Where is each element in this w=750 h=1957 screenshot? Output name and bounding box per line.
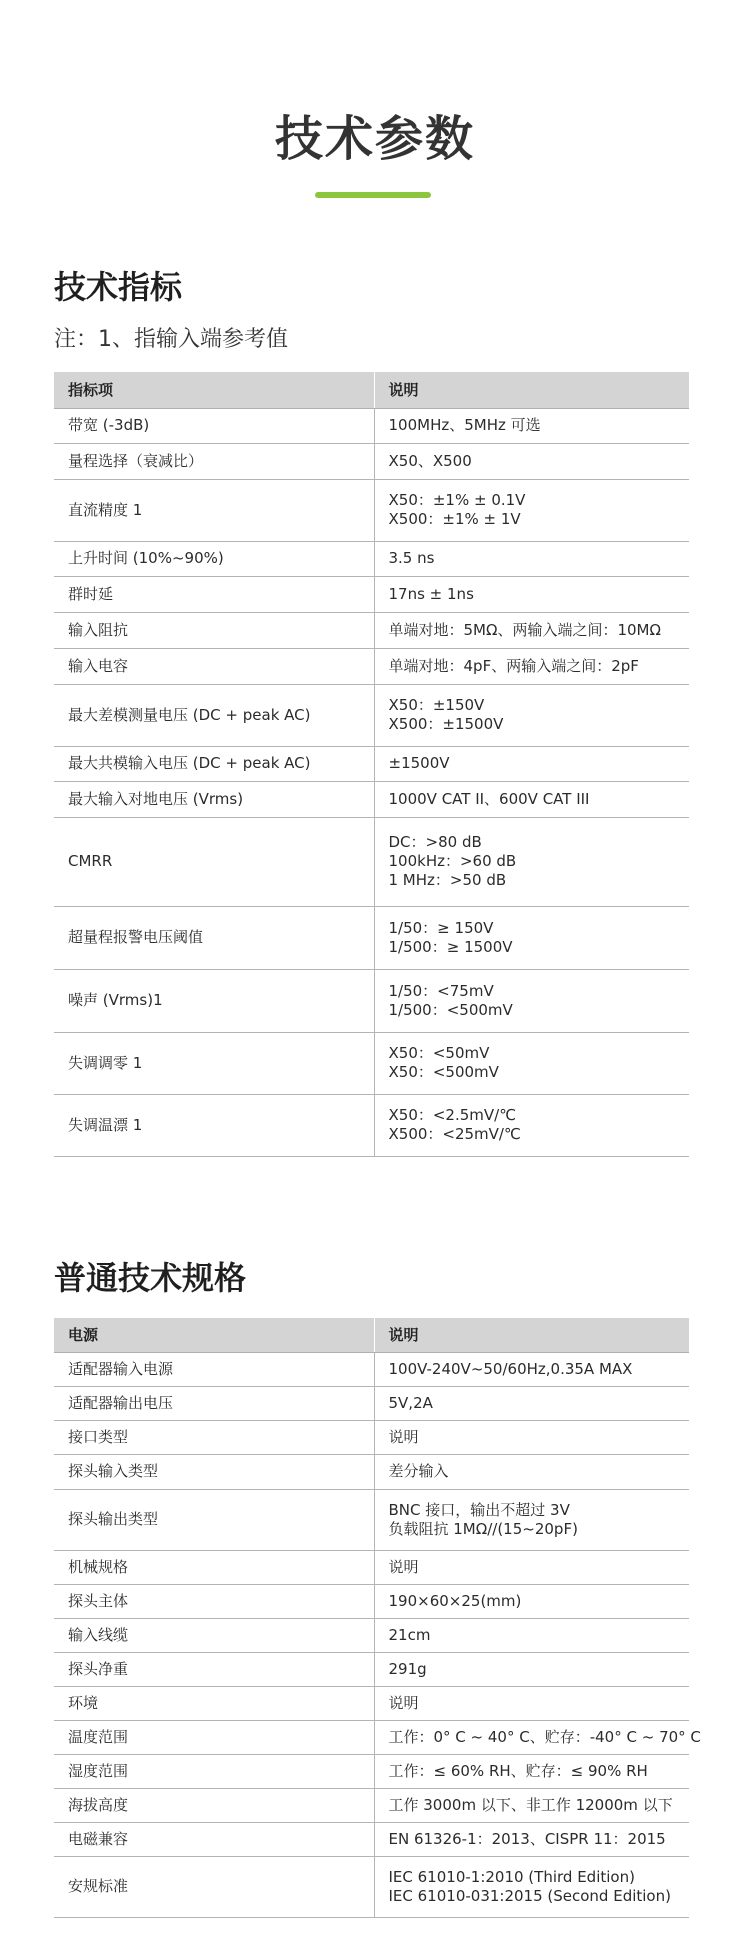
row-label: 适配器输出电压 [54,1386,374,1420]
row-value [374,576,689,612]
row-value [374,443,689,479]
table-row [54,746,689,781]
table-row [54,648,689,684]
row-label: 探头净重 [54,1652,374,1686]
row-label: 电磁兼容 [54,1822,374,1856]
row-label: 适配器输入电源 [54,1352,374,1386]
column-header-description: 说明 [374,1318,689,1352]
row-label: 探头输入类型 [54,1454,374,1489]
row-value [374,541,689,576]
row-label: 接口类型 [54,1420,374,1454]
table-row [54,1686,689,1720]
value-line: 1000V CAT II、600V CAT III [388,789,590,808]
value-line: 单端对地：4pF、两输入端之间：2pF [388,656,639,675]
row-label: 探头输出类型 [54,1489,374,1550]
general-spec-table [54,1318,701,1918]
table-row [54,684,689,746]
table-row [54,1489,689,1550]
table-row [54,612,689,648]
row-value [374,1352,689,1386]
row-value [374,969,689,1032]
row-value [374,1856,689,1917]
value-line: 291g [388,1659,427,1678]
table-row [54,1550,689,1584]
row-label: 上升时间 (10%~90%) [54,541,374,576]
table-row [54,479,689,541]
spec-table [54,372,689,1157]
table-row [54,969,689,1032]
row-value [374,1788,689,1822]
value-line: 1/500：≥ 1500V [388,937,513,956]
value-line: IEC 61010-1:2010 (Third Edition) [388,1867,635,1886]
row-label: 直流精度 1 [54,479,374,541]
value-line: 说明 [388,1693,419,1712]
value-line: BNC 接口，输出不超过 3V [388,1500,570,1519]
row-value [374,1386,689,1420]
value-line: 100MHz、5MHz 可选 [388,416,541,434]
row-label: 机械规格 [54,1550,374,1584]
table-row [54,443,689,479]
row-label: 最大输入对地电压 (Vrms) [54,781,374,817]
table-row [54,1032,689,1094]
value-line: 工作 3000m 以下、非工作 12000m 以下 [388,1795,673,1814]
table-row [54,576,689,612]
row-value [374,1720,701,1754]
value-line: X50：±1% ± 0.1V [388,491,526,509]
row-label: 探头主体 [54,1584,374,1618]
row-label: 最大差模测量电压 (DC + peak AC) [54,684,374,746]
column-header-description: 说明 [374,372,689,408]
row-value [374,817,689,906]
value-line: 1/500：<500mV [388,1000,513,1019]
value-line: 工作：≤ 60% RH、贮存：≤ 90% RH [388,1761,648,1780]
value-line: X500：±1% ± 1V [388,510,521,528]
row-label: 噪声 (Vrms)1 [54,969,374,1032]
row-value [374,1618,689,1652]
row-value [374,612,689,648]
row-label: 群时延 [54,576,374,612]
column-header-item: 指标项 [54,372,374,408]
row-label: 量程选择（衰减比） [54,443,374,479]
row-value [374,1489,689,1550]
value-line: 21cm [388,1625,431,1644]
row-label: 湿度范围 [54,1754,374,1788]
row-value [374,1652,689,1686]
value-line: X50：<2.5mV/℃ [388,1106,517,1124]
value-line: 5V,2A [388,1393,433,1412]
value-line: EN 61326-1：2013、CISPR 11：2015 [388,1829,666,1848]
value-line: 单端对地：5MΩ、两输入端之间：10MΩ [388,620,661,639]
value-line: 1/50：≥ 150V [388,918,494,937]
row-label: 温度范围 [54,1720,374,1754]
table-header-row [54,372,689,408]
row-value [374,906,689,969]
note-text: 注：1、指输入端参考值 [54,327,288,352]
table-row [54,906,689,969]
row-value [374,1686,689,1720]
value-line: ±1500V [388,754,450,772]
value-line: X50、X500 [388,451,472,470]
value-line: 负载阻抗 1MΩ//(15~20pF) [388,1519,578,1538]
row-label: 输入线缆 [54,1618,374,1652]
row-label: 输入电容 [54,648,374,684]
row-label: 失调调零 1 [54,1032,374,1094]
table-row [54,1754,689,1788]
row-value [374,1754,689,1788]
table-row [54,781,689,817]
value-line: 工作：0° C ~ 40° C、贮存：-40° C ~ 70° C [388,1727,701,1746]
row-value [374,1822,689,1856]
table-row [54,1652,689,1686]
table-row [54,1454,689,1489]
row-label: 失调温漂 1 [54,1094,374,1156]
row-value [374,408,689,443]
table-row [54,1788,689,1822]
table-row [54,408,689,443]
column-header-power: 电源 [54,1318,374,1352]
title-underline [315,192,431,198]
row-value [374,479,689,541]
row-value [374,1550,689,1584]
table-row [54,1822,689,1856]
value-line: X50：<50mV [388,1044,490,1062]
row-label: 环境 [54,1686,374,1720]
value-line: DC：>80 dB [388,833,482,851]
row-value [374,684,689,746]
table-row [54,1856,689,1917]
value-line: 190×60×25(mm) [388,1591,522,1610]
row-label: 最大共模输入电压 (DC + peak AC) [54,746,374,781]
table-row [54,1720,689,1754]
row-label: 安规标准 [54,1856,374,1917]
page-title: 技术参数 [274,111,475,167]
row-value [374,781,689,817]
table-row [54,1352,689,1386]
table-row [54,1386,689,1420]
value-line: 说明 [388,1557,419,1576]
value-line: 3.5 ns [388,549,435,567]
row-value [374,1584,689,1618]
row-label: 输入阻抗 [54,612,374,648]
value-line: X50：<500mV [388,1063,499,1081]
table-row [54,1420,689,1454]
value-line: X500：<25mV/℃ [388,1125,521,1143]
table-row [54,1094,689,1156]
table-row [54,541,689,576]
row-value [374,1454,689,1489]
value-line: X50：±150V [388,696,485,714]
value-line: 差分输入 [388,1462,449,1480]
value-line: 1 MHz：>50 dB [388,871,507,889]
value-line: 说明 [388,1427,419,1446]
value-line: X500：±1500V [388,715,504,733]
row-value [374,648,689,684]
table-row [54,1584,689,1618]
value-line: 100kHz：>60 dB [388,852,517,870]
table-row [54,1618,689,1652]
row-value [374,1420,689,1454]
row-label: 带宽 (-3dB) [54,408,374,443]
row-value [374,746,689,781]
row-label: 海拔高度 [54,1788,374,1822]
row-value [374,1094,689,1156]
section-heading-general: 普通技术规格 [54,1259,247,1297]
value-line: IEC 61010-031:2015 (Second Edition) [388,1886,671,1905]
row-value [374,1032,689,1094]
value-line: 100V-240V~50/60Hz,0.35A MAX [388,1359,633,1378]
value-line: 1/50：<75mV [388,981,494,1000]
table-header-row [54,1318,689,1352]
table-row [54,817,689,906]
section-heading-specs: 技术指标 [54,268,183,306]
value-line: 17ns ± 1ns [388,584,474,603]
row-label: CMRR [54,817,374,906]
row-label: 超量程报警电压阈值 [54,906,374,969]
